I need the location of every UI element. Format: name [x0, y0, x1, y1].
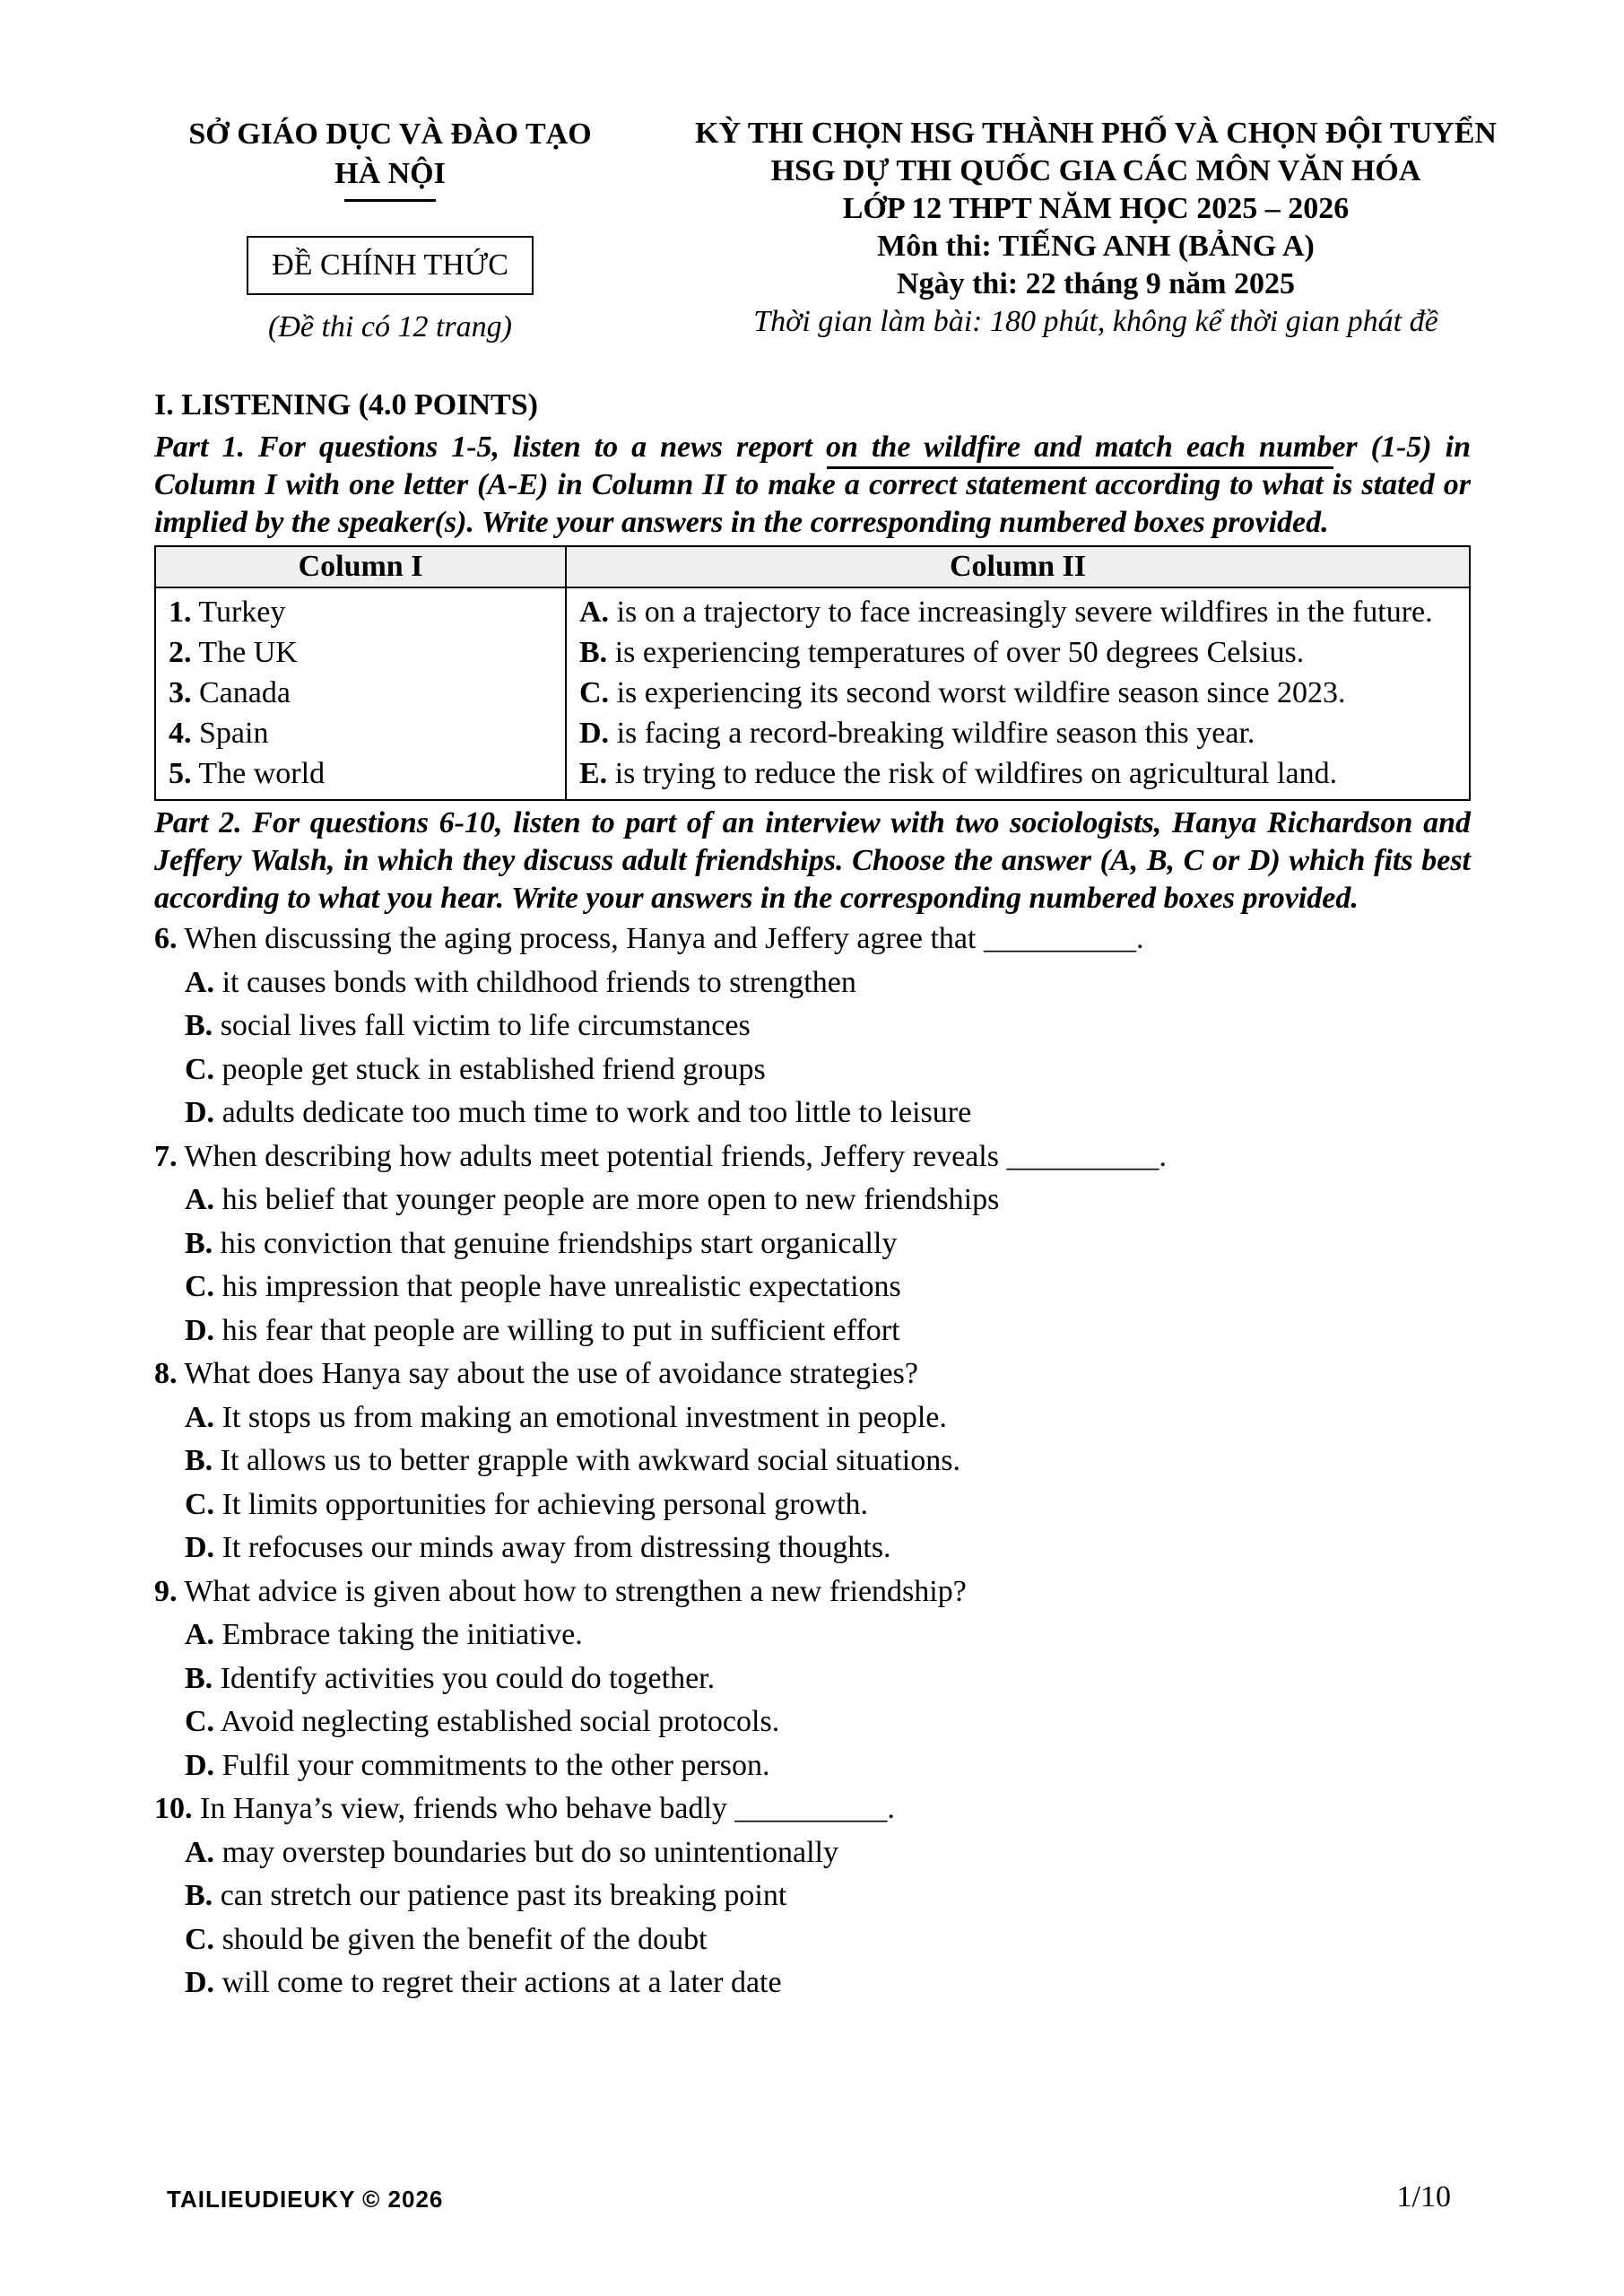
answer-option: C. Avoid neglecting established social protocols. [185, 1705, 780, 1738]
footer-brand: TAILIEUDIEUKY © 2026 [167, 2186, 444, 2213]
answer-option: A. Embrace taking the initiative. [185, 1618, 583, 1651]
page-count-note: (Đề thi có 12 trang) [268, 310, 512, 344]
column-i-item: 4. Spain [169, 717, 269, 750]
answer-option: C. should be given the benefit of the doubt [185, 1922, 708, 1956]
exam-subject: Môn thi: TIẾNG ANH (BẢNG A) [877, 230, 1315, 263]
part2-instructions: Part 2. For questions 6-10, listen to part of an interview with two sociologists, Hanya Richardson and Jeffery Walsh, in which they discuss adult friendships. Choose the answer (A, B, C or D) which fits best according to what you hear. Write your answers in the corresponding numbered boxes provided. [154, 806, 1471, 915]
column-ii-item: D. is facing a record-breaking wildfire season this year. [579, 717, 1255, 750]
answer-option: A. his belief that younger people are more open to new friendships [185, 1183, 1000, 1216]
column-i-item: 2. The UK [169, 636, 298, 669]
column-i-header: Column I [155, 546, 566, 587]
question-8 [154, 1352, 1471, 1570]
header-divider [344, 199, 436, 202]
matching-table [154, 545, 1471, 801]
question-stem: 8. What does Hanya say about the use of avoidance strategies? [154, 1357, 918, 1390]
question-stem: 7. When describing how adults meet potential friends, Jeffery reveals __________. [154, 1139, 1167, 1173]
answer-option: B. can stretch our patience past its breaking point [185, 1879, 787, 1912]
column-ii-cell [566, 587, 1470, 800]
answer-option: B. Identify activities you could do together. [185, 1661, 716, 1695]
header-right [647, 115, 1544, 341]
column-ii-header: Column II [566, 546, 1470, 587]
question-7 [154, 1135, 1471, 1353]
exam-body [154, 386, 1471, 2005]
answer-option: D. will come to regret their actions at a later date [185, 1966, 782, 1999]
question-stem: 10. In Hanya’s view, friends who behave badly __________. [154, 1792, 895, 1825]
column-ii-item: C. is experiencing its second worst wildfire season since 2023. [579, 676, 1346, 709]
column-ii-item: A. is on a trajectory to face increasingly severe wildfires in the future. [579, 596, 1433, 629]
column-i-item: 1. Turkey [169, 596, 286, 629]
header-left [152, 115, 628, 347]
page-number: 1/10 [1396, 2180, 1451, 2213]
question-6 [154, 918, 1471, 1135]
column-i-cell [155, 587, 566, 800]
exam-date: Ngày thi: 22 tháng 9 năm 2025 [897, 267, 1295, 300]
answer-option: C. It limits opportunities for achieving personal growth. [185, 1487, 869, 1521]
answer-option: A. It stops us from making an emotional investment in people. [185, 1400, 947, 1434]
exam-title-line1: KỲ THI CHỌN HSG THÀNH PHỐ VÀ CHỌN ĐỘI TUYỂN [695, 117, 1497, 150]
official-exam-label: ĐỀ CHÍNH THỨC [247, 236, 534, 295]
exam-title-line3: LỚP 12 THPT NĂM HỌC 2025 – 2026 [842, 192, 1350, 225]
question-stem: 9. What advice is given about how to strengthen a new friendship? [154, 1574, 967, 1608]
answer-option: A. it causes bonds with childhood friends to strengthen [185, 965, 856, 999]
part1-instructions: Part 1. For questions 1-5, listen to a news report on the wildfire and match each number (1-5) in Column I with one letter (A-E) in Column II to make a correct statement according to what is stated or implied by the speaker(s). Write your answers in the corresponding numbered boxes provided. [154, 430, 1471, 539]
column-i-item: 3. Canada [169, 676, 291, 709]
column-ii-item: E. is trying to reduce the risk of wildfires on agricultural land. [579, 757, 1338, 790]
city-name: HÀ NỘI [334, 157, 446, 190]
answer-option: B. social lives fall victim to life circumstances [185, 1009, 751, 1042]
question-stem: 6. When discussing the aging process, Hanya and Jeffery agree that __________. [154, 922, 1144, 955]
answer-option: D. It refocuses our minds away from distressing thoughts. [185, 1531, 891, 1564]
department-name: SỞ GIÁO DỤC VÀ ĐÀO TẠO [188, 117, 592, 151]
section-title: I. LISTENING (4.0 POINTS) [154, 388, 538, 422]
answer-option: B. his conviction that genuine friendships start organically [185, 1226, 898, 1260]
exam-duration: Thời gian làm bài: 180 phút, không kể thời gian phát đề [753, 305, 1438, 338]
answer-option: D. his fear that people are willing to put in sufficient effort [185, 1313, 900, 1347]
answer-option: B. It allows us to better grapple with awkward social situations. [185, 1444, 960, 1477]
column-i-item: 5. The world [169, 757, 326, 790]
answer-option: A. may overstep boundaries but do so unintentionally [185, 1835, 838, 1869]
exam-title-line2: HSG DỰ THI QUỐC GIA CÁC MÔN VĂN HÓA [770, 154, 1421, 187]
answer-option: C. his impression that people have unrealistic expectations [185, 1270, 901, 1303]
answer-option: D. Fulfil your commitments to the other person. [185, 1748, 770, 1782]
answer-option: D. adults dedicate too much time to work and too little to leisure [185, 1096, 972, 1129]
question-10 [154, 1787, 1471, 2005]
column-ii-item: B. is experiencing temperatures of over 50 degrees Celsius. [579, 636, 1305, 669]
question-9 [154, 1570, 1471, 1788]
answer-option: C. people get stuck in established friend groups [185, 1052, 766, 1086]
